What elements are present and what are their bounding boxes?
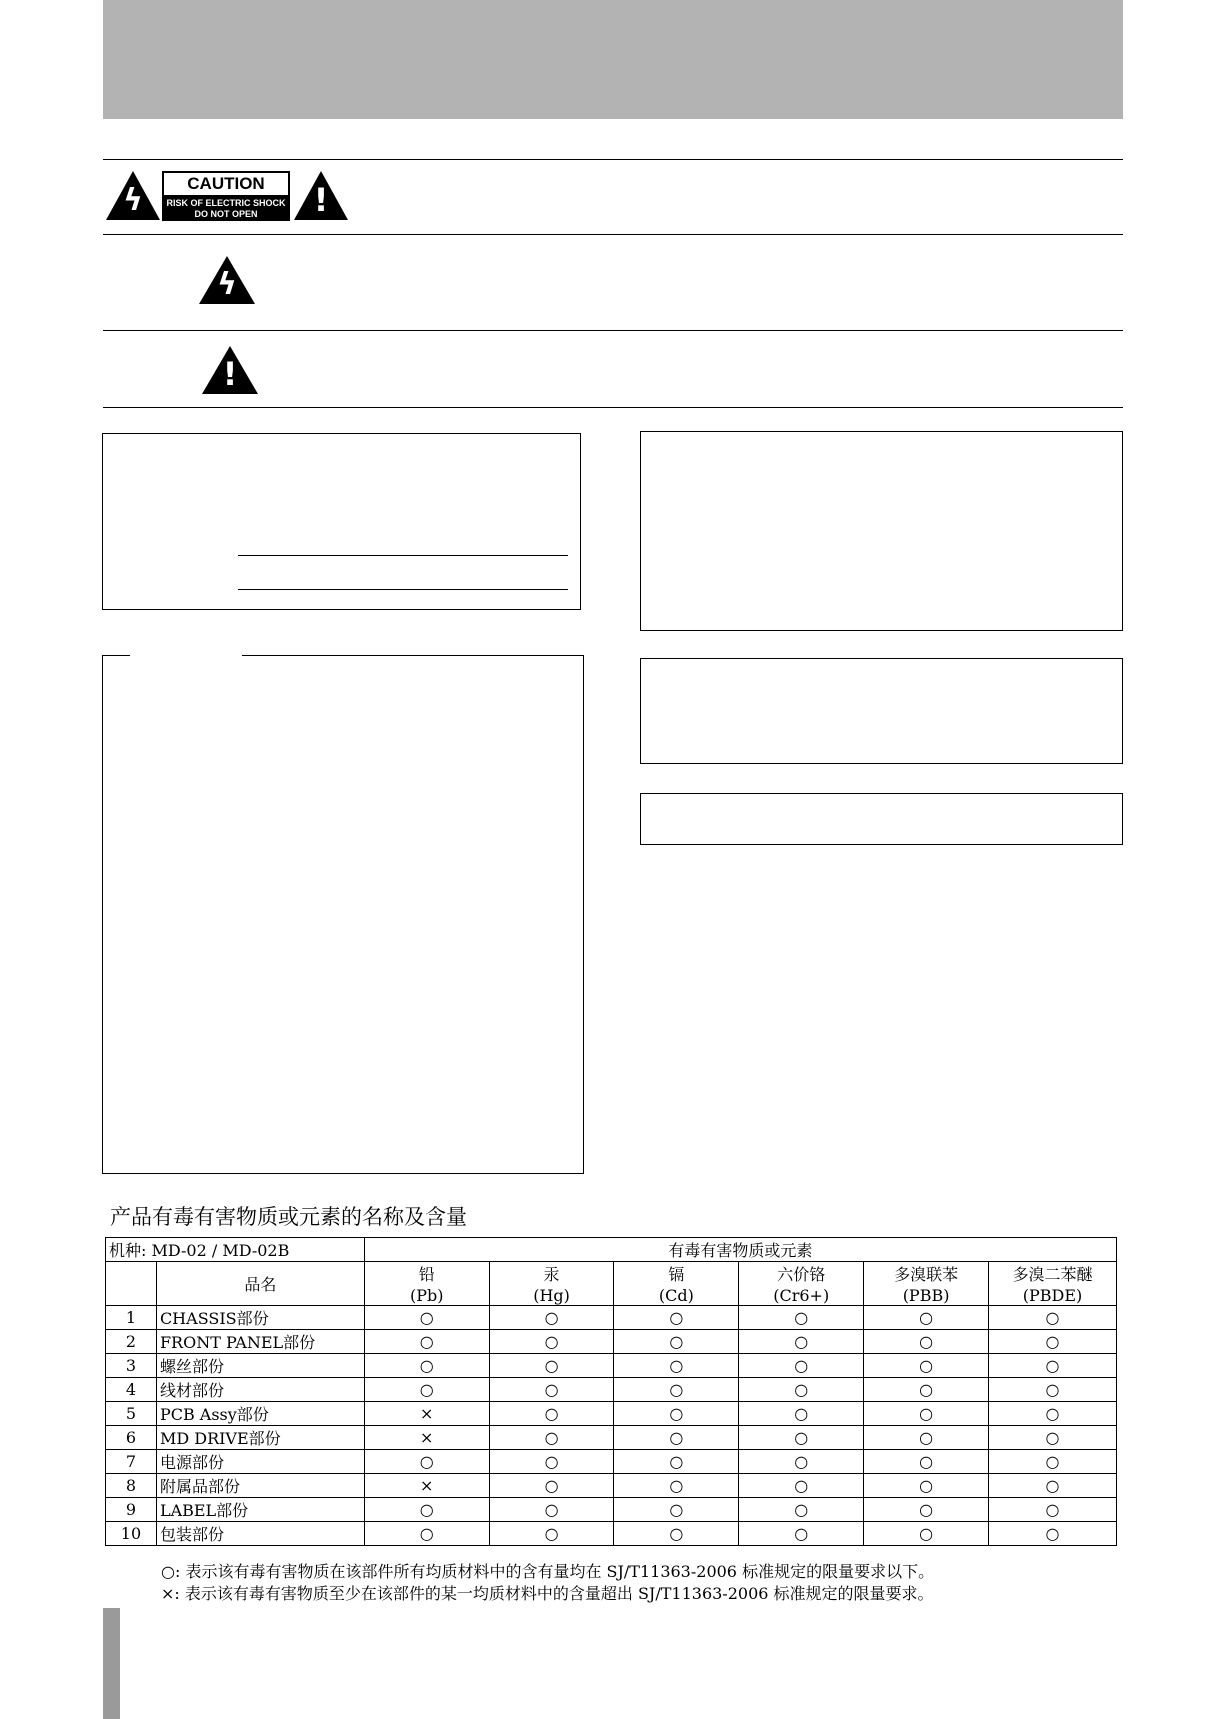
column-symbol-cell: (Hg) — [489, 1285, 614, 1306]
substance-value-cell: ○ — [989, 1426, 1117, 1450]
row-number-cell: 3 — [106, 1354, 157, 1378]
substance-value-cell: ○ — [864, 1474, 989, 1498]
row-number-cell: 9 — [106, 1498, 157, 1522]
caution-label — [162, 171, 290, 221]
substance-value-cell: × — [364, 1474, 489, 1498]
column-name-cell: 铅 — [364, 1262, 489, 1286]
column-symbol-cell: (Cr6+) — [739, 1285, 864, 1306]
substance-value-cell: ○ — [989, 1450, 1117, 1474]
exclamation-glyph: ! — [313, 181, 329, 219]
row-number-cell: 4 — [106, 1378, 157, 1402]
substance-value-cell: ○ — [364, 1306, 489, 1330]
substance-value-cell: ○ — [989, 1330, 1117, 1354]
part-name-cell: 螺丝部份 — [156, 1354, 364, 1378]
substance-value-cell: ○ — [364, 1378, 489, 1402]
substance-value-cell: ○ — [989, 1378, 1117, 1402]
substance-value-cell: ○ — [489, 1426, 614, 1450]
column-symbol-cell: (PBB) — [864, 1285, 989, 1306]
column-name-cell: 汞 — [489, 1262, 614, 1286]
rohs-table-body — [106, 1306, 1117, 1546]
substance-value-cell: ○ — [989, 1474, 1117, 1498]
substance-value-cell: ○ — [614, 1450, 739, 1474]
exclamation-symbol-glyph: ! — [222, 355, 238, 393]
divider-4 — [103, 407, 1123, 408]
row-number-cell: 7 — [106, 1450, 157, 1474]
substance-value-cell: ○ — [614, 1522, 739, 1546]
note-cross: ×: 表示该有毒有害物质至少在该部件的某一均质材料中的含量超出 SJ/T11363-2006 标准规定的限量要求。 — [161, 1584, 934, 1603]
notice-box-2 — [640, 658, 1123, 764]
column-symbol-cell: (PBDE) — [989, 1285, 1117, 1306]
substance-value-cell: ○ — [989, 1522, 1117, 1546]
header-band — [103, 0, 1123, 119]
substance-value-cell: ○ — [614, 1378, 739, 1402]
part-name-cell: CHASSIS部份 — [156, 1306, 364, 1330]
substance-value-cell: ○ — [489, 1378, 614, 1402]
page-side-bar — [103, 1608, 120, 1719]
serial-record-box — [102, 433, 581, 610]
substance-value-cell: ○ — [864, 1402, 989, 1426]
table-row — [106, 1474, 1117, 1498]
substance-value-cell: ○ — [864, 1306, 989, 1330]
substances-header-cell: 有毒有害物质或元素 — [364, 1238, 1116, 1262]
substance-value-cell: ○ — [864, 1330, 989, 1354]
table-header-row-2 — [106, 1262, 1117, 1286]
row-number-cell: 5 — [106, 1402, 157, 1426]
substance-value-cell: ○ — [864, 1450, 989, 1474]
caution-line-1: RISK OF ELECTRIC SHOCK — [166, 198, 286, 208]
substance-value-cell: ○ — [989, 1306, 1117, 1330]
model-label-cell: 机种: MD-02 / MD-02B — [106, 1238, 365, 1262]
row-number-cell: 6 — [106, 1426, 157, 1450]
substance-value-cell: ○ — [739, 1330, 864, 1354]
substance-value-cell: ○ — [614, 1474, 739, 1498]
substance-value-cell: ○ — [739, 1426, 864, 1450]
rohs-heading: 产品有毒有害物质或元素的名称及含量 — [110, 1205, 467, 1229]
column-symbol-cell: (Pb) — [364, 1285, 489, 1306]
substance-value-cell: ○ — [739, 1402, 864, 1426]
table-row — [106, 1330, 1117, 1354]
record-line-2 — [238, 589, 568, 590]
rohs-table — [105, 1237, 1117, 1546]
table-row — [106, 1402, 1117, 1426]
substance-value-cell: ○ — [864, 1354, 989, 1378]
column-name-cell: 多溴联苯 — [864, 1262, 989, 1286]
instructions-box — [102, 655, 584, 1174]
substance-value-cell: ○ — [864, 1522, 989, 1546]
substance-value-cell: ○ — [739, 1306, 864, 1330]
substance-value-cell: ○ — [489, 1402, 614, 1426]
part-name-cell: 线材部份 — [156, 1378, 364, 1402]
substance-value-cell: ○ — [739, 1450, 864, 1474]
substance-value-cell: ○ — [864, 1378, 989, 1402]
substance-value-cell: ○ — [614, 1354, 739, 1378]
row-number-cell: 1 — [106, 1306, 157, 1330]
substance-value-cell: ○ — [739, 1378, 864, 1402]
lightning-symbol-glyph: ϟ — [217, 267, 237, 302]
record-line-1 — [238, 555, 568, 556]
substance-value-cell: × — [364, 1402, 489, 1426]
substance-value-cell: ○ — [489, 1306, 614, 1330]
substance-value-cell: ○ — [489, 1522, 614, 1546]
divider-3 — [103, 330, 1123, 331]
substance-value-cell: ○ — [864, 1498, 989, 1522]
part-name-cell: 电源部份 — [156, 1450, 364, 1474]
row-number-cell: 2 — [106, 1330, 157, 1354]
table-row — [106, 1498, 1117, 1522]
part-name-cell: PCB Assy部份 — [156, 1402, 364, 1426]
substance-value-cell: ○ — [489, 1474, 614, 1498]
substance-value-cell: ○ — [864, 1426, 989, 1450]
table-row — [106, 1306, 1117, 1330]
substance-value-cell: ○ — [364, 1354, 489, 1378]
notice-box-1 — [640, 431, 1123, 631]
column-name-cell: 六价铬 — [739, 1262, 864, 1286]
part-name-cell: 包装部份 — [156, 1522, 364, 1546]
table-row — [106, 1450, 1117, 1474]
column-symbol-cell: (Cd) — [614, 1285, 739, 1306]
instructions-box-tab-gap — [130, 652, 242, 659]
substance-value-cell: ○ — [489, 1498, 614, 1522]
part-name-cell: MD DRIVE部份 — [156, 1426, 364, 1450]
table-row — [106, 1522, 1117, 1546]
substance-value-cell: ○ — [989, 1354, 1117, 1378]
part-name-header-cell: 品名 — [156, 1262, 364, 1306]
substance-value-cell: ○ — [739, 1522, 864, 1546]
substance-value-cell: ○ — [489, 1450, 614, 1474]
table-header-row-1 — [106, 1238, 1117, 1262]
part-name-cell: 附属品部份 — [156, 1474, 364, 1498]
row-number-cell: 8 — [106, 1474, 157, 1498]
substance-value-cell: × — [364, 1426, 489, 1450]
substance-value-cell: ○ — [739, 1474, 864, 1498]
table-row — [106, 1426, 1117, 1450]
part-name-cell: LABEL部份 — [156, 1498, 364, 1522]
substance-value-cell: ○ — [614, 1330, 739, 1354]
column-name-cell: 多溴二苯醚 — [989, 1262, 1117, 1286]
notice-box-3 — [640, 793, 1123, 845]
substance-value-cell: ○ — [614, 1402, 739, 1426]
table-row — [106, 1354, 1117, 1378]
substance-value-cell: ○ — [989, 1498, 1117, 1522]
substance-value-cell: ○ — [489, 1330, 614, 1354]
caution-title: CAUTION — [164, 173, 288, 195]
column-name-cell: 镉 — [614, 1262, 739, 1286]
part-name-cell: FRONT PANEL部份 — [156, 1330, 364, 1354]
substance-value-cell: ○ — [614, 1306, 739, 1330]
divider-top — [103, 159, 1123, 160]
substance-value-cell: ○ — [739, 1498, 864, 1522]
substance-value-cell: ○ — [614, 1498, 739, 1522]
note-circle: ○: 表示该有毒有害物质在该部件所有均质材料中的含有量均在 SJ/T11363-2006 标准规定的限量要求以下。 — [161, 1562, 935, 1581]
substance-value-cell: ○ — [489, 1354, 614, 1378]
caution-line-2: DO NOT OPEN — [194, 209, 258, 219]
lightning-bolt-glyph: ϟ — [123, 183, 143, 218]
substance-value-cell: ○ — [739, 1354, 864, 1378]
row-number-cell: 10 — [106, 1522, 157, 1546]
substance-value-cell: ○ — [364, 1498, 489, 1522]
number-header-cell — [106, 1262, 157, 1306]
substance-value-cell: ○ — [364, 1522, 489, 1546]
substance-value-cell: ○ — [364, 1330, 489, 1354]
substance-value-cell: ○ — [364, 1450, 489, 1474]
table-row — [106, 1378, 1117, 1402]
divider-2 — [103, 234, 1123, 235]
substance-value-cell: ○ — [989, 1402, 1117, 1426]
substance-value-cell: ○ — [614, 1426, 739, 1450]
